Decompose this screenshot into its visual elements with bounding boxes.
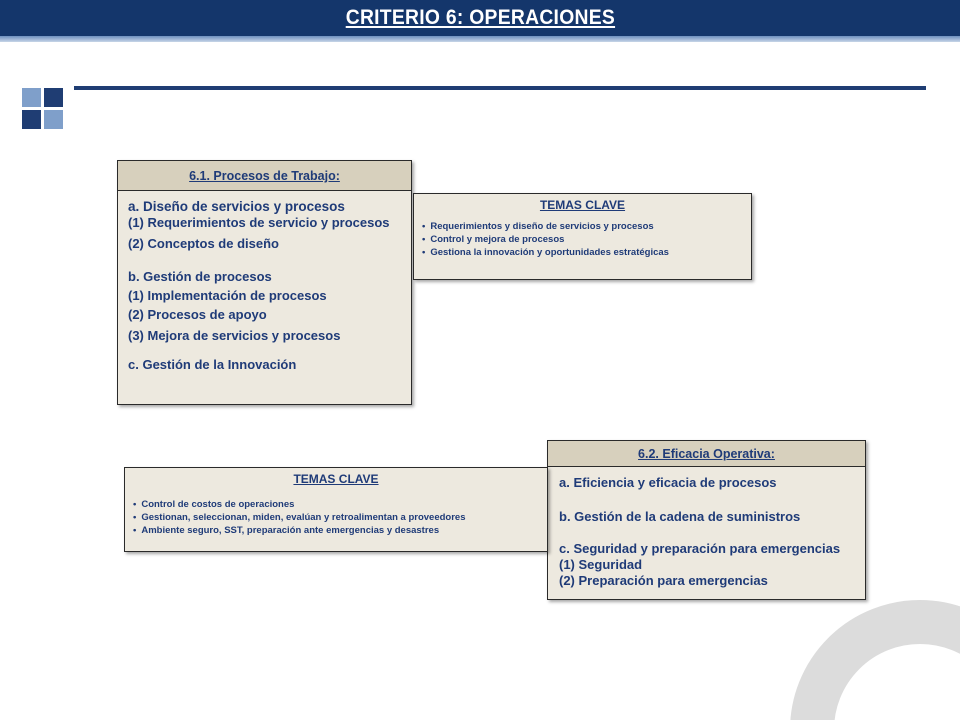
panel-procesos-trabajo: [117, 160, 412, 405]
line-62-b: b. Gestión de la cadena de suministros: [559, 509, 801, 524]
panel-temas-clave-2: [124, 467, 548, 552]
page-title: CRITERIO 6: OPERACIONES: [345, 6, 615, 29]
line-62-c2: (2) Preparación para emergencias: [559, 573, 768, 588]
list-item: • Gestiona la innovación y oportunidades estratégicas: [422, 246, 751, 259]
temas-clave-title-1: TEMAS CLAVE: [539, 198, 626, 212]
line-61-a1: (1) Requerimientos de servicio y procesos: [128, 215, 390, 230]
line-61-b2: (2) Procesos de apoyo: [128, 307, 267, 322]
panel-temas-clave-1: [413, 193, 752, 280]
watermark-ring-icon: [790, 600, 960, 720]
line-61-b1: (1) Implementación de procesos: [128, 288, 327, 303]
line-61-b: b. Gestión de procesos: [128, 269, 272, 284]
list-item: • Control y mejora de procesos: [422, 233, 751, 246]
panel-eficacia-operativa: [547, 440, 866, 600]
header-divider: [74, 86, 926, 90]
panel-heading-62: 6.2. Eficacia Operativa:: [548, 441, 865, 467]
panel-heading-61: 6.1. Procesos de Trabajo:: [118, 161, 411, 191]
line-61-a2: (2) Conceptos de diseño: [128, 236, 279, 251]
list-item: • Gestionan, seleccionan, miden, evalúan y retroalimentan a proveedores: [133, 511, 547, 524]
list-item: • Requerimientos y diseño de servicios y procesos: [422, 220, 751, 233]
temas-clave-title-2: TEMAS CLAVE: [293, 472, 379, 486]
line-61-c: c. Gestión de la Innovación: [128, 357, 297, 372]
line-61-b3: (3) Mejora de servicios y procesos: [128, 328, 341, 343]
line-62-c1: (1) Seguridad: [559, 557, 643, 572]
line-62-c: c. Seguridad y preparación para emergencias: [559, 541, 841, 556]
title-accent-stripe: [0, 36, 960, 42]
logo-squares-icon: [22, 88, 64, 130]
line-62-a: a. Eficiencia y eficacia de procesos: [559, 475, 777, 490]
title-bar: [0, 0, 960, 36]
line-61-a: a. Diseño de servicios y procesos: [128, 199, 345, 214]
list-item: • Ambiente seguro, SST, preparación ante emergencias y desastres: [133, 524, 547, 537]
list-item: • Control de costos de operaciones: [133, 498, 547, 511]
